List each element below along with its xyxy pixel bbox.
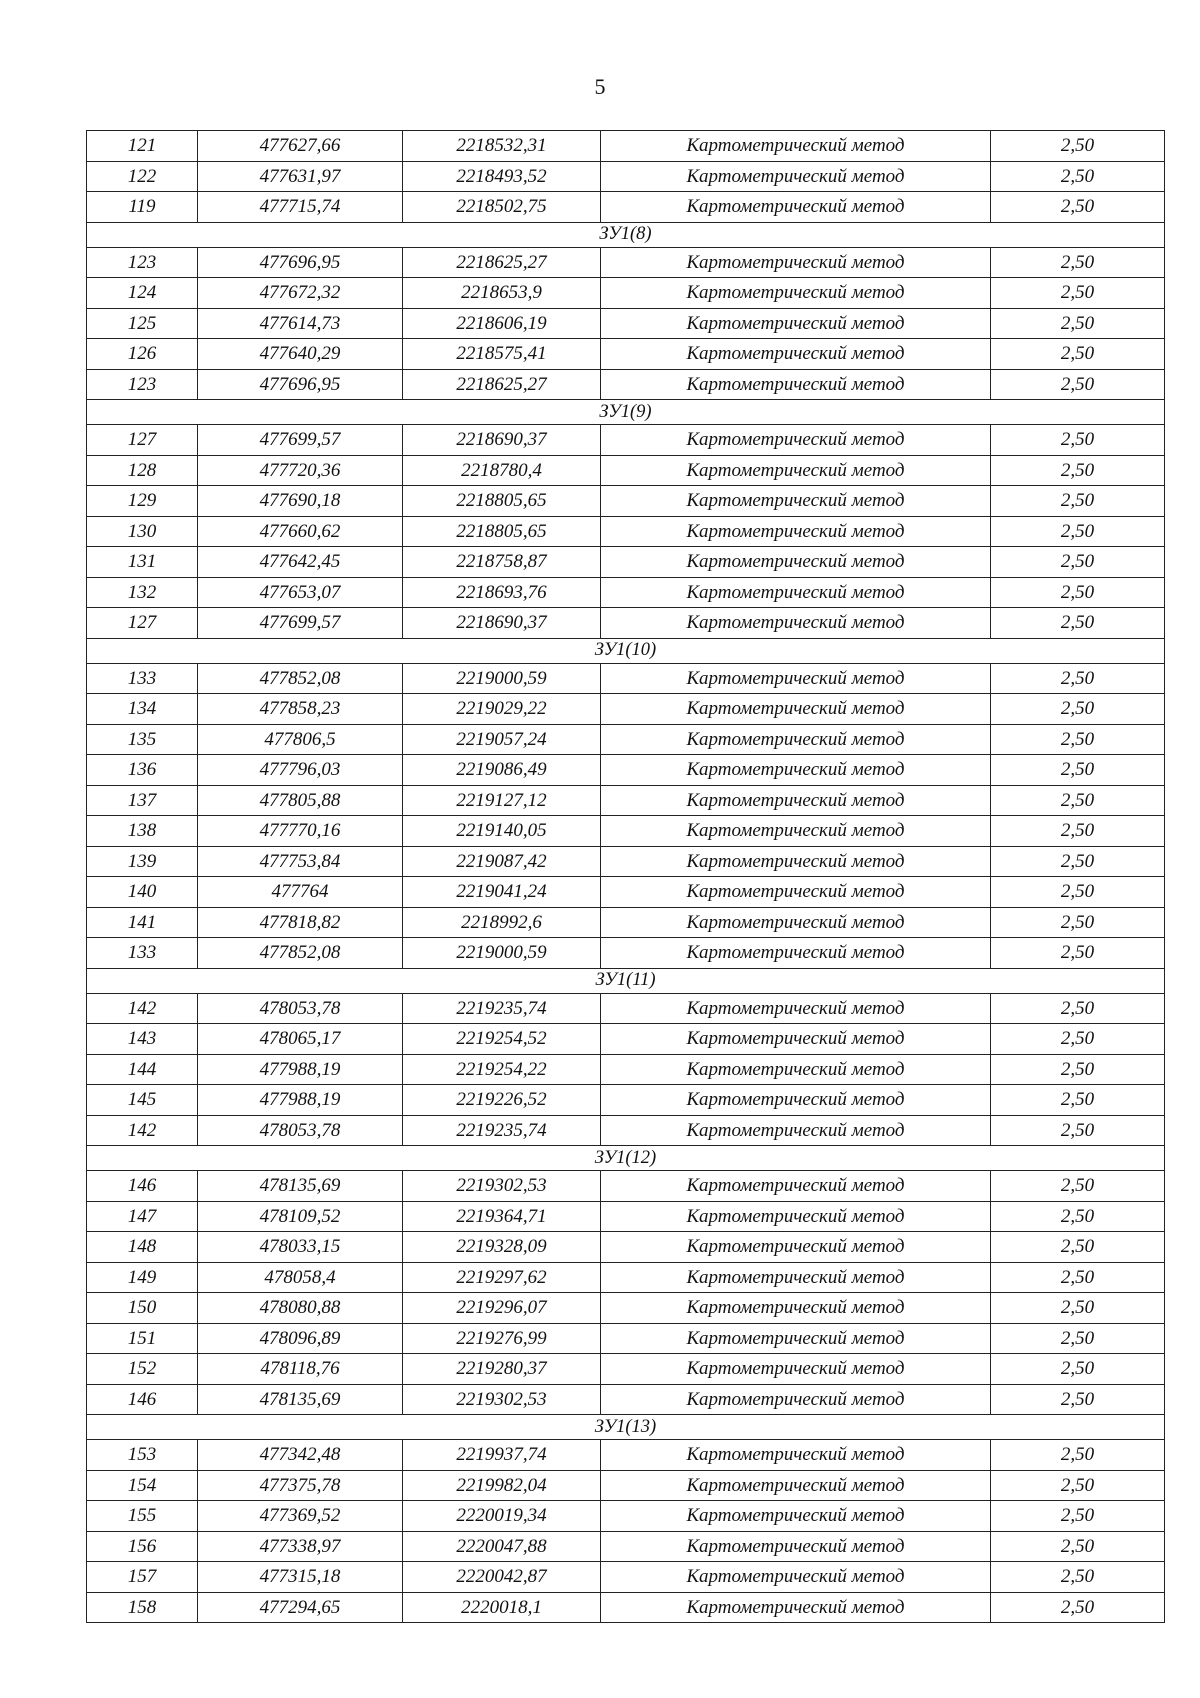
coordinates-table: [86, 130, 1165, 1623]
x-coordinate-cell: 477764: [198, 877, 403, 908]
method-cell: Картометрический метод: [601, 785, 991, 816]
section-header-row: [87, 400, 1165, 425]
x-coordinate-cell: 477852,08: [198, 663, 403, 694]
y-coordinate-cell: 2218805,65: [403, 486, 601, 517]
x-coordinate-cell: 478135,69: [198, 1171, 403, 1202]
section-title: ЗУ1(9): [87, 400, 1165, 425]
point-number-cell: 148: [87, 1232, 198, 1263]
point-number-cell: 126: [87, 339, 198, 370]
accuracy-cell: 2,50: [991, 455, 1165, 486]
point-number-cell: 143: [87, 1024, 198, 1055]
point-number-cell: 127: [87, 425, 198, 456]
point-number-cell: 133: [87, 663, 198, 694]
x-coordinate-cell: 478053,78: [198, 993, 403, 1024]
section-title: ЗУ1(8): [87, 222, 1165, 247]
accuracy-cell: 2,50: [991, 131, 1165, 162]
table-row: [87, 1384, 1165, 1415]
method-cell: Картометрический метод: [601, 1592, 991, 1623]
x-coordinate-cell: 477852,08: [198, 938, 403, 969]
x-coordinate-cell: 478033,15: [198, 1232, 403, 1263]
y-coordinate-cell: 2219937,74: [403, 1440, 601, 1471]
x-coordinate-cell: 478096,89: [198, 1323, 403, 1354]
y-coordinate-cell: 2219328,09: [403, 1232, 601, 1263]
accuracy-cell: 2,50: [991, 663, 1165, 694]
y-coordinate-cell: 2219029,22: [403, 694, 601, 725]
x-coordinate-cell: 477818,82: [198, 907, 403, 938]
table-row: [87, 1085, 1165, 1116]
point-number-cell: 121: [87, 131, 198, 162]
accuracy-cell: 2,50: [991, 1354, 1165, 1385]
accuracy-cell: 2,50: [991, 1562, 1165, 1593]
y-coordinate-cell: 2218625,27: [403, 247, 601, 278]
method-cell: Картометрический метод: [601, 907, 991, 938]
accuracy-cell: 2,50: [991, 907, 1165, 938]
y-coordinate-cell: 2219226,52: [403, 1085, 601, 1116]
method-cell: Картометрический метод: [601, 846, 991, 877]
table-row: [87, 577, 1165, 608]
section-title: ЗУ1(10): [87, 638, 1165, 663]
method-cell: Картометрический метод: [601, 1562, 991, 1593]
accuracy-cell: 2,50: [991, 1384, 1165, 1415]
method-cell: Картометрический метод: [601, 1323, 991, 1354]
method-cell: Картометрический метод: [601, 993, 991, 1024]
x-coordinate-cell: 477627,66: [198, 131, 403, 162]
table-row: [87, 1024, 1165, 1055]
x-coordinate-cell: 478080,88: [198, 1293, 403, 1324]
point-number-cell: 157: [87, 1562, 198, 1593]
y-coordinate-cell: 2219254,52: [403, 1024, 601, 1055]
method-cell: Картометрический метод: [601, 486, 991, 517]
table-row: [87, 278, 1165, 309]
accuracy-cell: 2,50: [991, 425, 1165, 456]
point-number-cell: 158: [87, 1592, 198, 1623]
method-cell: Картометрический метод: [601, 161, 991, 192]
table-row: [87, 907, 1165, 938]
table-row: [87, 1440, 1165, 1471]
x-coordinate-cell: 477294,65: [198, 1592, 403, 1623]
y-coordinate-cell: 2219364,71: [403, 1201, 601, 1232]
y-coordinate-cell: 2219000,59: [403, 938, 601, 969]
method-cell: Картометрический метод: [601, 1024, 991, 1055]
table-row: [87, 308, 1165, 339]
y-coordinate-cell: 2218502,75: [403, 192, 601, 223]
table-row: [87, 1293, 1165, 1324]
table-row: [87, 1323, 1165, 1354]
y-coordinate-cell: 2219140,05: [403, 816, 601, 847]
accuracy-cell: 2,50: [991, 608, 1165, 639]
y-coordinate-cell: 2219087,42: [403, 846, 601, 877]
method-cell: Картометрический метод: [601, 1293, 991, 1324]
section-title: ЗУ1(11): [87, 968, 1165, 993]
accuracy-cell: 2,50: [991, 1501, 1165, 1532]
accuracy-cell: 2,50: [991, 577, 1165, 608]
y-coordinate-cell: 2220018,1: [403, 1592, 601, 1623]
section-header-row: [87, 1415, 1165, 1440]
y-coordinate-cell: 2219235,74: [403, 1115, 601, 1146]
y-coordinate-cell: 2219276,99: [403, 1323, 601, 1354]
method-cell: Картометрический метод: [601, 425, 991, 456]
x-coordinate-cell: 477720,36: [198, 455, 403, 486]
y-coordinate-cell: 2219982,04: [403, 1470, 601, 1501]
accuracy-cell: 2,50: [991, 1115, 1165, 1146]
point-number-cell: 146: [87, 1171, 198, 1202]
x-coordinate-cell: 477988,19: [198, 1085, 403, 1116]
table-row: [87, 1501, 1165, 1532]
table-row: [87, 1115, 1165, 1146]
point-number-cell: 156: [87, 1531, 198, 1562]
table-row: [87, 369, 1165, 400]
accuracy-cell: 2,50: [991, 516, 1165, 547]
table-row: [87, 877, 1165, 908]
point-number-cell: 123: [87, 369, 198, 400]
method-cell: Картометрический метод: [601, 1115, 991, 1146]
x-coordinate-cell: 477369,52: [198, 1501, 403, 1532]
point-number-cell: 123: [87, 247, 198, 278]
table-row: [87, 938, 1165, 969]
x-coordinate-cell: 477642,45: [198, 547, 403, 578]
table-row: [87, 161, 1165, 192]
method-cell: Картометрический метод: [601, 877, 991, 908]
accuracy-cell: 2,50: [991, 1171, 1165, 1202]
table-row: [87, 993, 1165, 1024]
point-number-cell: 152: [87, 1354, 198, 1385]
coordinates-table-body: [87, 131, 1165, 1623]
point-number-cell: 141: [87, 907, 198, 938]
x-coordinate-cell: 477806,5: [198, 724, 403, 755]
y-coordinate-cell: 2218493,52: [403, 161, 601, 192]
method-cell: Картометрический метод: [601, 1354, 991, 1385]
table-row: [87, 1531, 1165, 1562]
table-row: [87, 785, 1165, 816]
point-number-cell: 130: [87, 516, 198, 547]
table-row: [87, 192, 1165, 223]
y-coordinate-cell: 2218532,31: [403, 131, 601, 162]
point-number-cell: 137: [87, 785, 198, 816]
y-coordinate-cell: 2219280,37: [403, 1354, 601, 1385]
accuracy-cell: 2,50: [991, 1470, 1165, 1501]
accuracy-cell: 2,50: [991, 192, 1165, 223]
accuracy-cell: 2,50: [991, 877, 1165, 908]
method-cell: Картометрический метод: [601, 1262, 991, 1293]
table-row: [87, 1171, 1165, 1202]
page-number: 5: [594, 74, 606, 99]
point-number-cell: 154: [87, 1470, 198, 1501]
accuracy-cell: 2,50: [991, 161, 1165, 192]
accuracy-cell: 2,50: [991, 1262, 1165, 1293]
x-coordinate-cell: 477653,07: [198, 577, 403, 608]
y-coordinate-cell: 2218625,27: [403, 369, 601, 400]
method-cell: Картометрический метод: [601, 755, 991, 786]
point-number-cell: 125: [87, 308, 198, 339]
accuracy-cell: 2,50: [991, 1531, 1165, 1562]
accuracy-cell: 2,50: [991, 547, 1165, 578]
x-coordinate-cell: 477696,95: [198, 247, 403, 278]
method-cell: Картометрический метод: [601, 1085, 991, 1116]
point-number-cell: 150: [87, 1293, 198, 1324]
point-number-cell: 145: [87, 1085, 198, 1116]
method-cell: Картометрический метод: [601, 608, 991, 639]
method-cell: Картометрический метод: [601, 694, 991, 725]
accuracy-cell: 2,50: [991, 938, 1165, 969]
accuracy-cell: 2,50: [991, 1293, 1165, 1324]
section-title: ЗУ1(12): [87, 1146, 1165, 1171]
y-coordinate-cell: 2218805,65: [403, 516, 601, 547]
table-row: [87, 131, 1165, 162]
x-coordinate-cell: 478058,4: [198, 1262, 403, 1293]
point-number-cell: 142: [87, 993, 198, 1024]
table-row: [87, 486, 1165, 517]
x-coordinate-cell: 477805,88: [198, 785, 403, 816]
x-coordinate-cell: 477699,57: [198, 425, 403, 456]
x-coordinate-cell: 478053,78: [198, 1115, 403, 1146]
method-cell: Картометрический метод: [601, 1440, 991, 1471]
y-coordinate-cell: 2219302,53: [403, 1384, 601, 1415]
y-coordinate-cell: 2219254,22: [403, 1054, 601, 1085]
point-number-cell: 139: [87, 846, 198, 877]
y-coordinate-cell: 2220019,34: [403, 1501, 601, 1532]
table-row: [87, 724, 1165, 755]
y-coordinate-cell: 2218693,76: [403, 577, 601, 608]
point-number-cell: 131: [87, 547, 198, 578]
table-row: [87, 1201, 1165, 1232]
x-coordinate-cell: 477672,32: [198, 278, 403, 309]
method-cell: Картометрический метод: [601, 369, 991, 400]
table-row: [87, 547, 1165, 578]
method-cell: Картометрический метод: [601, 1501, 991, 1532]
accuracy-cell: 2,50: [991, 369, 1165, 400]
method-cell: Картометрический метод: [601, 278, 991, 309]
table-row: [87, 663, 1165, 694]
point-number-cell: 149: [87, 1262, 198, 1293]
accuracy-cell: 2,50: [991, 1440, 1165, 1471]
x-coordinate-cell: 477715,74: [198, 192, 403, 223]
table-row: [87, 1262, 1165, 1293]
accuracy-cell: 2,50: [991, 1323, 1165, 1354]
y-coordinate-cell: 2218690,37: [403, 608, 601, 639]
x-coordinate-cell: 477753,84: [198, 846, 403, 877]
table-row: [87, 1354, 1165, 1385]
accuracy-cell: 2,50: [991, 785, 1165, 816]
accuracy-cell: 2,50: [991, 1232, 1165, 1263]
y-coordinate-cell: 2218992,6: [403, 907, 601, 938]
method-cell: Картометрический метод: [601, 1054, 991, 1085]
point-number-cell: 142: [87, 1115, 198, 1146]
x-coordinate-cell: 477696,95: [198, 369, 403, 400]
accuracy-cell: 2,50: [991, 486, 1165, 517]
accuracy-cell: 2,50: [991, 339, 1165, 370]
y-coordinate-cell: 2218780,4: [403, 455, 601, 486]
point-number-cell: 127: [87, 608, 198, 639]
x-coordinate-cell: 477770,16: [198, 816, 403, 847]
section-header-row: [87, 638, 1165, 663]
x-coordinate-cell: 477375,78: [198, 1470, 403, 1501]
section-header-row: [87, 1146, 1165, 1171]
section-header-row: [87, 968, 1165, 993]
accuracy-cell: 2,50: [991, 278, 1165, 309]
table-row: [87, 1054, 1165, 1085]
x-coordinate-cell: 477342,48: [198, 1440, 403, 1471]
table-row: [87, 1232, 1165, 1263]
method-cell: Картометрический метод: [601, 339, 991, 370]
point-number-cell: 138: [87, 816, 198, 847]
accuracy-cell: 2,50: [991, 1024, 1165, 1055]
y-coordinate-cell: 2219302,53: [403, 1171, 601, 1202]
x-coordinate-cell: 477690,18: [198, 486, 403, 517]
x-coordinate-cell: 478118,76: [198, 1354, 403, 1385]
x-coordinate-cell: 477614,73: [198, 308, 403, 339]
accuracy-cell: 2,50: [991, 1201, 1165, 1232]
method-cell: Картометрический метод: [601, 192, 991, 223]
x-coordinate-cell: 478109,52: [198, 1201, 403, 1232]
point-number-cell: 124: [87, 278, 198, 309]
point-number-cell: 155: [87, 1501, 198, 1532]
y-coordinate-cell: 2220042,87: [403, 1562, 601, 1593]
point-number-cell: 133: [87, 938, 198, 969]
method-cell: Картометрический метод: [601, 1171, 991, 1202]
y-coordinate-cell: 2218575,41: [403, 339, 601, 370]
point-number-cell: 128: [87, 455, 198, 486]
accuracy-cell: 2,50: [991, 694, 1165, 725]
y-coordinate-cell: 2219297,62: [403, 1262, 601, 1293]
y-coordinate-cell: 2219041,24: [403, 877, 601, 908]
point-number-cell: 146: [87, 1384, 198, 1415]
accuracy-cell: 2,50: [991, 247, 1165, 278]
x-coordinate-cell: 477315,18: [198, 1562, 403, 1593]
method-cell: Картометрический метод: [601, 516, 991, 547]
x-coordinate-cell: 477858,23: [198, 694, 403, 725]
table-row: [87, 816, 1165, 847]
table-row: [87, 339, 1165, 370]
accuracy-cell: 2,50: [991, 816, 1165, 847]
x-coordinate-cell: 478065,17: [198, 1024, 403, 1055]
method-cell: Картометрический метод: [601, 816, 991, 847]
method-cell: Картометрический метод: [601, 1470, 991, 1501]
y-coordinate-cell: 2219235,74: [403, 993, 601, 1024]
x-coordinate-cell: 477338,97: [198, 1531, 403, 1562]
method-cell: Картометрический метод: [601, 663, 991, 694]
method-cell: Картометрический метод: [601, 1232, 991, 1263]
table-row: [87, 425, 1165, 456]
point-number-cell: 147: [87, 1201, 198, 1232]
section-title: ЗУ1(13): [87, 1415, 1165, 1440]
accuracy-cell: 2,50: [991, 1592, 1165, 1623]
method-cell: Картометрический метод: [601, 1384, 991, 1415]
table-row: [87, 1562, 1165, 1593]
table-row: [87, 247, 1165, 278]
method-cell: Картометрический метод: [601, 547, 991, 578]
accuracy-cell: 2,50: [991, 1054, 1165, 1085]
x-coordinate-cell: 477988,19: [198, 1054, 403, 1085]
point-number-cell: 122: [87, 161, 198, 192]
x-coordinate-cell: 478135,69: [198, 1384, 403, 1415]
y-coordinate-cell: 2218606,19: [403, 308, 601, 339]
method-cell: Картометрический метод: [601, 308, 991, 339]
accuracy-cell: 2,50: [991, 1085, 1165, 1116]
section-header-row: [87, 222, 1165, 247]
accuracy-cell: 2,50: [991, 993, 1165, 1024]
point-number-cell: 134: [87, 694, 198, 725]
accuracy-cell: 2,50: [991, 724, 1165, 755]
point-number-cell: 129: [87, 486, 198, 517]
table-row: [87, 694, 1165, 725]
x-coordinate-cell: 477660,62: [198, 516, 403, 547]
method-cell: Картометрический метод: [601, 938, 991, 969]
table-row: [87, 608, 1165, 639]
point-number-cell: 140: [87, 877, 198, 908]
method-cell: Картометрический метод: [601, 247, 991, 278]
x-coordinate-cell: 477699,57: [198, 608, 403, 639]
y-coordinate-cell: 2219127,12: [403, 785, 601, 816]
x-coordinate-cell: 477640,29: [198, 339, 403, 370]
point-number-cell: 153: [87, 1440, 198, 1471]
y-coordinate-cell: 2219057,24: [403, 724, 601, 755]
point-number-cell: 132: [87, 577, 198, 608]
method-cell: Картометрический метод: [601, 455, 991, 486]
y-coordinate-cell: 2220047,88: [403, 1531, 601, 1562]
table-row: [87, 516, 1165, 547]
y-coordinate-cell: 2218690,37: [403, 425, 601, 456]
accuracy-cell: 2,50: [991, 308, 1165, 339]
method-cell: Картометрический метод: [601, 724, 991, 755]
y-coordinate-cell: 2219296,07: [403, 1293, 601, 1324]
y-coordinate-cell: 2219086,49: [403, 755, 601, 786]
point-number-cell: 135: [87, 724, 198, 755]
x-coordinate-cell: 477631,97: [198, 161, 403, 192]
point-number-cell: 144: [87, 1054, 198, 1085]
table-row: [87, 1470, 1165, 1501]
y-coordinate-cell: 2218653,9: [403, 278, 601, 309]
point-number-cell: 119: [87, 192, 198, 223]
table-row: [87, 455, 1165, 486]
table-row: [87, 846, 1165, 877]
method-cell: Картометрический метод: [601, 1201, 991, 1232]
y-coordinate-cell: 2219000,59: [403, 663, 601, 694]
x-coordinate-cell: 477796,03: [198, 755, 403, 786]
accuracy-cell: 2,50: [991, 846, 1165, 877]
accuracy-cell: 2,50: [991, 755, 1165, 786]
method-cell: Картометрический метод: [601, 131, 991, 162]
point-number-cell: 151: [87, 1323, 198, 1354]
point-number-cell: 136: [87, 755, 198, 786]
table-row: [87, 755, 1165, 786]
method-cell: Картометрический метод: [601, 577, 991, 608]
method-cell: Картометрический метод: [601, 1531, 991, 1562]
y-coordinate-cell: 2218758,87: [403, 547, 601, 578]
table-row: [87, 1592, 1165, 1623]
